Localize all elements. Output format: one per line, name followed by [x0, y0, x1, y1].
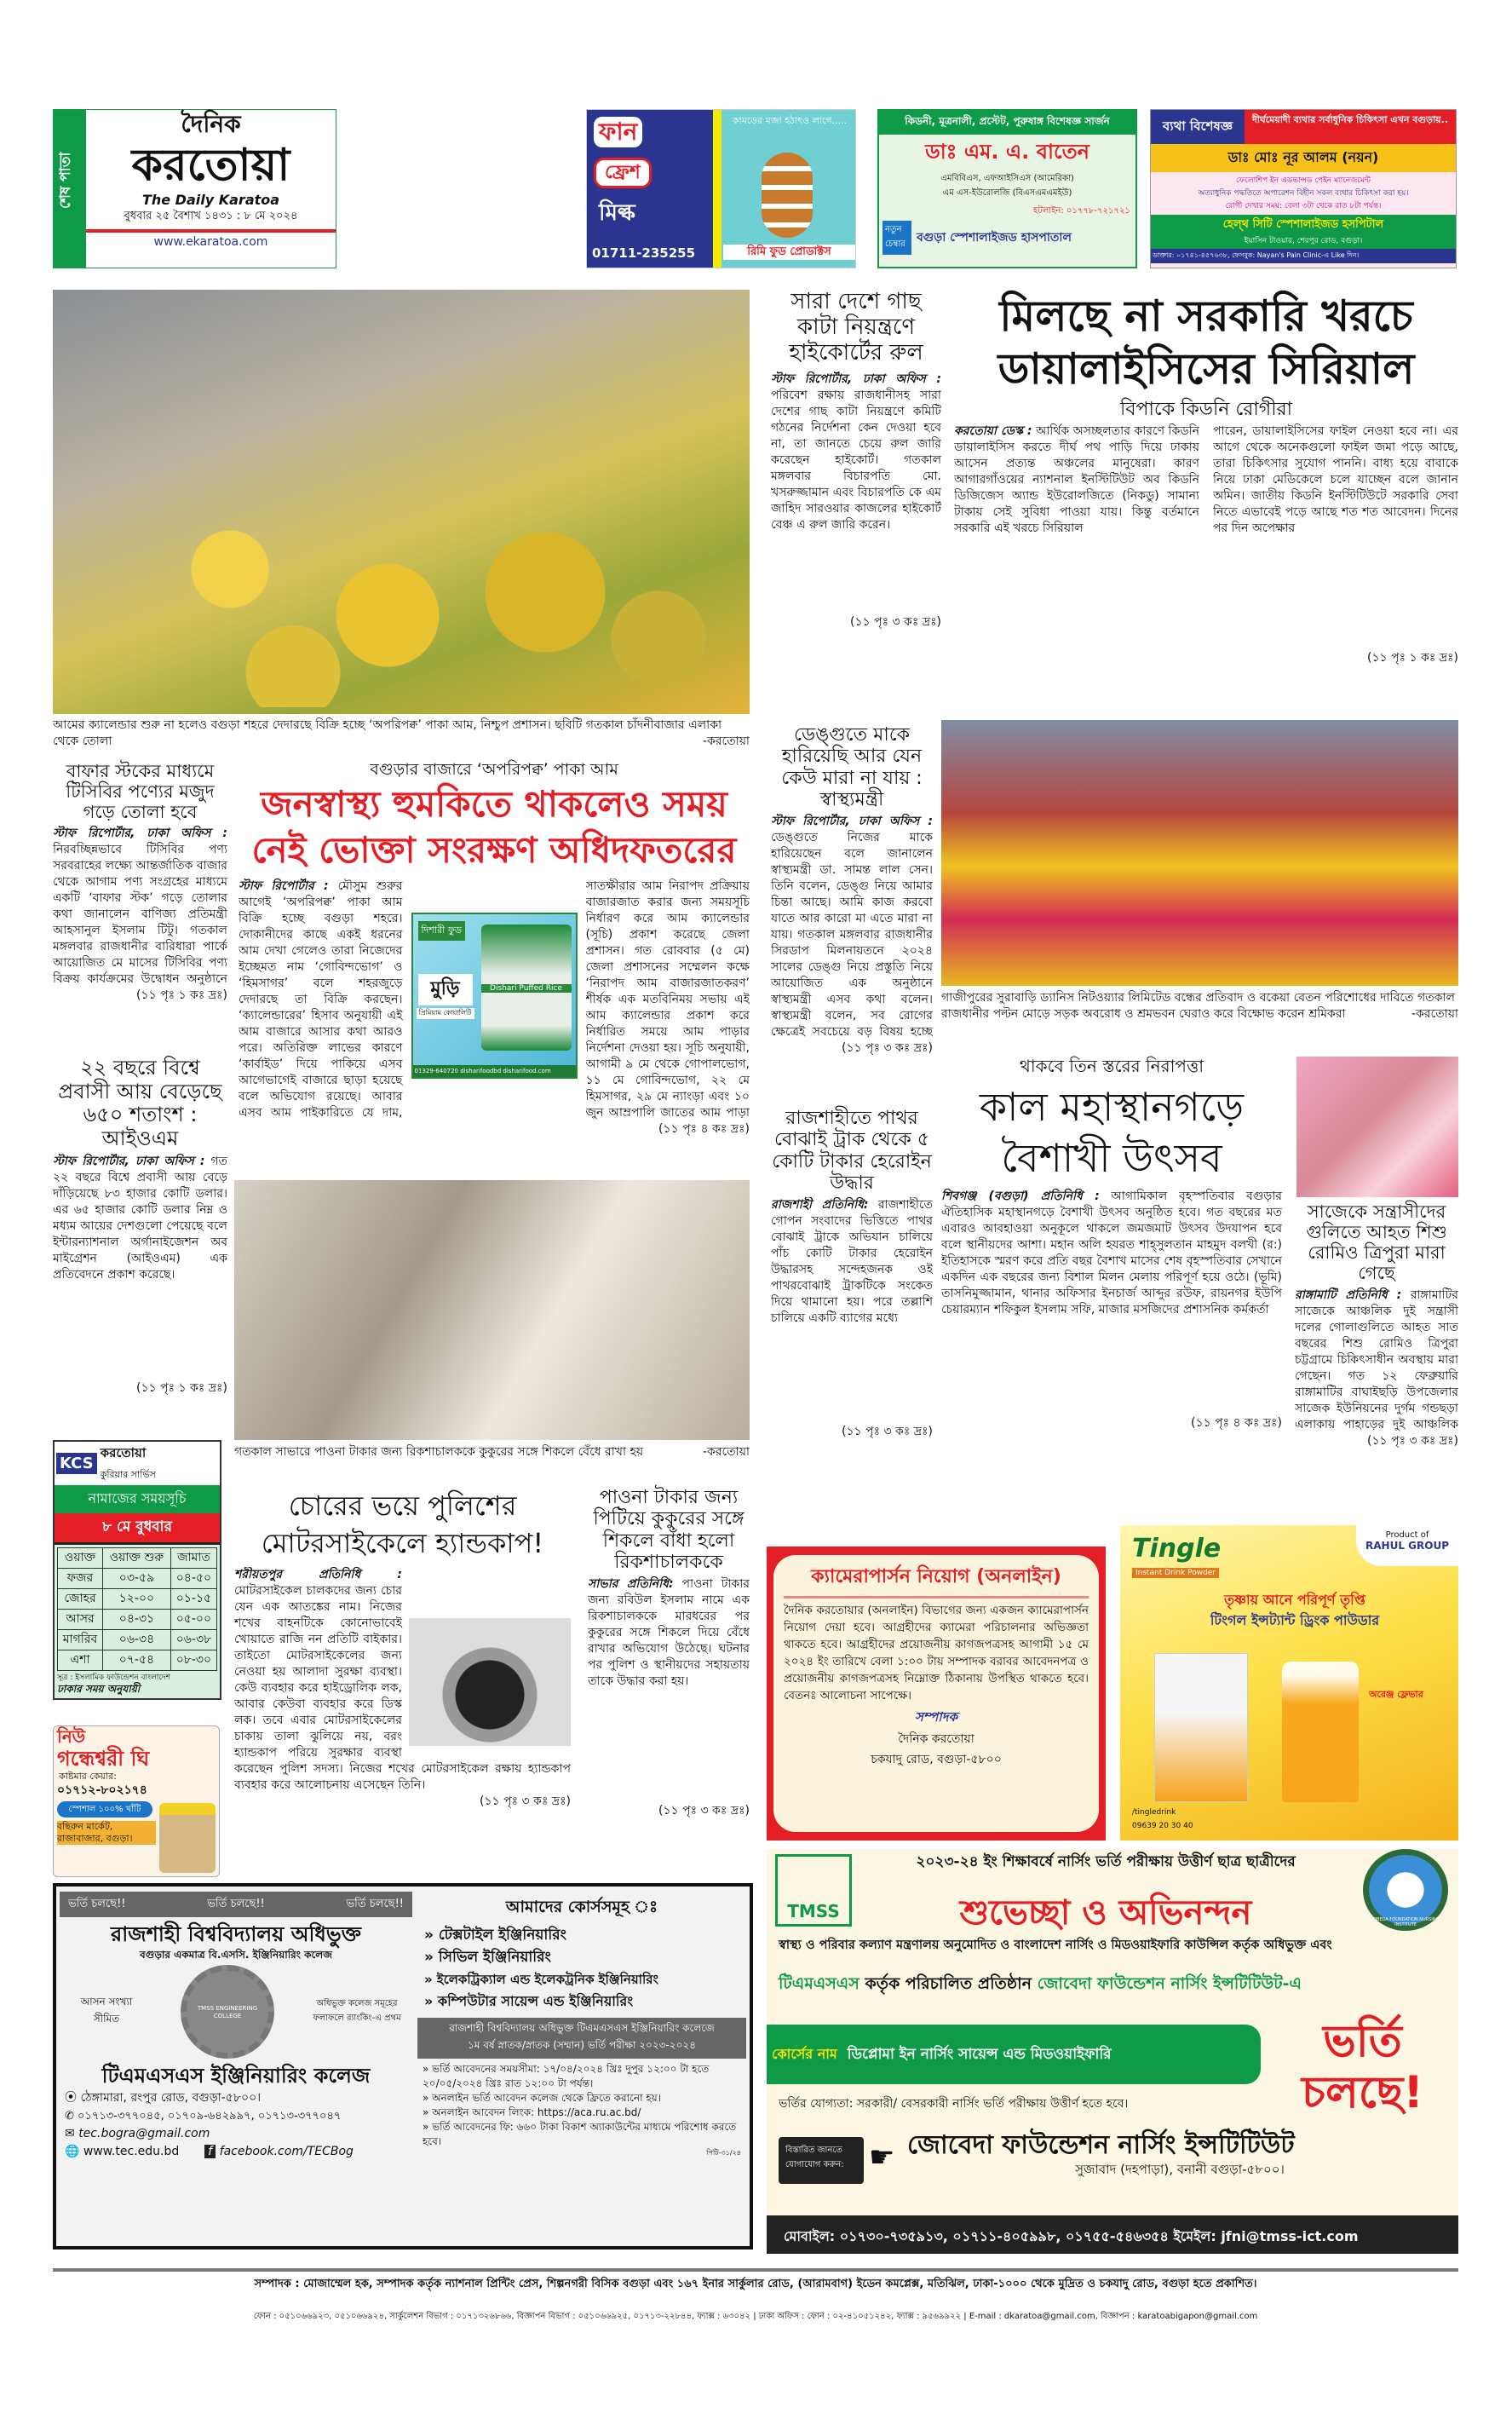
ad-address: চকযাদু রোড, বগুড়া-৫৮০০	[871, 1753, 1002, 1766]
ad-phone: 01711-235255	[592, 245, 696, 261]
courier-name: করতোয়া	[100, 1445, 147, 1460]
muri-ad	[411, 913, 578, 1079]
hospital-name: বগুড়া স্পেশালাইজড হাসপাতাল	[917, 231, 1072, 245]
prayer-date: ৮ মে বুধবার	[55, 1513, 220, 1545]
jump-line: (১১ পৃঃ ৩ কঃ দ্রঃ)	[842, 1041, 933, 1056]
doctor-name: ডাঃ এম. এ. বাতেন	[925, 140, 1089, 164]
courier-service: কুরিয়ার সার্ভিস	[100, 1469, 156, 1480]
masthead-logo	[53, 109, 336, 268]
admission-banner: ভর্তি চলছে!!	[207, 1897, 265, 1910]
festival-story: থাকবে তিন স্তরের নিরাপত্তা কাল মহাস্থানগড়ে বৈশাখী উৎসব শিবগঞ্জ (বগুড়া) প্রতিনিধি : আগামিকাল বৃহস্পতিবার বগুড়ার ঐতিহাসিক মহাস্থানগড়ে বৈশাখী উৎসব অনুষ্ঠিত হবে। গত বছরের মত এবারও আবহাওয়া অনুকূলে থাকলে জমজমাট উৎসব উদযাপন হবে বলে স্থানীয়দের আশা। মহান অলি হযরত শাহ্সুলতান মাহমুদ বলখী (র:) ইতিহাসকে স্মরণ করে প্রতি বছর বৈশাখ মাসের শেষ বৃহস্পতিবার সেখানে একদিন এক বছরের জন্য বিশাল মিলন মেলায় পরিপূর্ণ হয়ে ওঠে। (ভূমি) তাসনিমুজ্জামান, থানার অফিসার ইনচার্জ আব্দুর রউফ, রায়নগর ইউপি চেয়ারম্যান শফিকুল ইসলাম সফি, মাজার মসজিদের প্রশাসনিক কর্মকর্তা (১১ পৃঃ ৪ কঃ দ্রঃ)	[941, 1056, 1282, 1430]
tmss-logo: TMSS	[775, 1854, 852, 1927]
facebook-icon: f	[204, 2145, 216, 2158]
website-link[interactable]: www.ekaratoa.com	[153, 235, 268, 249]
affiliation: রাজশাহী বিশ্ববিদ্যালয় অধিভুক্ত	[111, 1922, 361, 1946]
doctor-name: ডাঃ মোঃ নূর আলম (নয়ন)	[1151, 144, 1456, 172]
ad-brand: Tingle	[1132, 1534, 1222, 1564]
jump-line: (১১ পৃঃ ৪ কঃ দ্রঃ)	[1191, 1416, 1282, 1430]
ad-brand: নিউ	[57, 1726, 86, 1747]
admission-banner: ভর্তি চলছে!!	[68, 1897, 126, 1910]
ad-hours: রোগী দেখার সময়: বেলা ৩টা থেকে রাত ৮টা পর্যন্ত।	[1225, 202, 1382, 210]
jump-line: (১১ পৃঃ ৩ কঃ দ্রঃ)	[480, 1794, 571, 1808]
tingle-box-image	[1154, 1653, 1248, 1802]
prayer-table: ওয়াক্ত ওয়াক্ত শুরু জামাত ফজর ০৩-৫৯ ০৪-৫০ জোহর ১২-০০ ০১-১৫ আসর ০৪-৩১ ০৫-০০ মাগরিব ০৬-৩৪ ০৬-৩৮ এশা ০৭-৫৪ ০৮-৩০	[57, 1547, 217, 1671]
ad-tagline: তৃষ্ণায় আনে পরিপূর্ণ তৃপ্তি	[1224, 1592, 1365, 1608]
course-item: » কম্পিউটার সায়েন্স এন্ড ইঞ্জিনিয়ারিং	[424, 1993, 634, 2009]
college-phones: ✆ ০১৭১৩-৩৭৭০৪৫, ০১৭০৯-৬৪২৯৯৭, ০১৭১৩-৩৭৭০৪৭	[65, 2110, 342, 2123]
ad-line: কর্তৃক পরিচালিত প্রতিষ্ঠান	[865, 1974, 1032, 1993]
doctor-degree: এমবিবিএস, এফআইসিএস (আমেরিকা)	[940, 174, 1074, 183]
care-label: কাষ্টমার কেয়ার:	[59, 1771, 117, 1782]
nursing-institute-seal: JOBEDA FOUNDATION NURSING INSTITUTE	[1363, 1849, 1448, 1931]
course-item: » ইলেকট্রিক্যাল এন্ড ইলেকট্রনিক ইঞ্জিনিয়ারিং	[424, 1972, 659, 1987]
ad-specialty: ব্যথা বিশেষজ্ঞ	[1151, 110, 1245, 144]
juice-jug-image	[1282, 1662, 1359, 1802]
ad-line: স্বাস্থ্য ও পরিবার কল্যাণ মন্ত্রণালয় অনুমোদিত ও বাংলাদেশ নার্সিং ও মিডওয়াইফারি কাউন্সিল কর্তৃক অধিভুক্ত এবং	[779, 1938, 1332, 1952]
ghee-ad	[53, 1725, 220, 1877]
contact-label: বিস্তারিত জানতে যোগাযোগ করুন:	[779, 2137, 864, 2184]
ad-banner: কিডনী, মূত্রনালী, প্রস্টেট, পুরুষাঙ্গ বিশেষজ্ঞ সার্জন	[879, 111, 1135, 135]
headline[interactable]: চোরের ভয়ে পুলিশের মোটরসাইকেলে হ্যান্ডকাপ!	[261, 1489, 544, 1559]
sajek-story: সাজেকে সন্ত্রাসীদের গুলিতে আহত শিশু রোমিও ত্রিপুরা মারা গেছে রাঙ্গামাটি প্রতিনিধি : রাঙ্গামাটির সাজেকে আঞ্চলিক দুই সন্ত্রাসী দলের গোলাগুলিতে আহত সাত বছরের শিশু রোমিও ত্রিপুরা চট্টগ্রামে চিকিৎসাধীন অবস্থায় মারা গেছেন। গত ১২ ফেব্রুয়ারি রাঙ্গামাটির বাঘাইছড়ি উপজেলার সাজেক ইউনিয়নের দুর্গম গন্ডছড়া এলাকায় পাহাড়ের দুই আঞ্চলিক (১১ পৃঃ ৩ কঃ দ্রঃ)	[1295, 1201, 1458, 1448]
course-name: ডিপ্লোমা ইন নার্সিং সায়েন্স এন্ড মিডওয়াইফারি	[847, 2046, 1112, 2063]
courses-title: আমাদের কোর্সসমূহ ঃ	[505, 1898, 658, 1916]
exam-info: ১ম বর্ষ স্নাতক/স্নাতক (সম্মান) ভর্তি পরীক্ষা ২০২৩-২০২৪	[468, 2039, 696, 2051]
institute-address: সুজাবাদ (দহপাড়া), বনানী বগুড়া-৫৮০০।	[1075, 2162, 1285, 2177]
ad-subbrand: Instant Drink Powder	[1132, 1568, 1219, 1578]
cameraperson-job-ad	[767, 1547, 1106, 1841]
table-row: এশা ০৭-৫৪ ০৮-৩০	[58, 1650, 217, 1671]
ad-code: পিটি-৩১/২৪	[706, 2149, 741, 2157]
jump-line: (১১ পৃঃ ৩ কঃ দ্রঃ)	[850, 614, 941, 629]
ad-contact: 01329-640720 disharifoodbd disharifood.com	[413, 1065, 576, 1077]
admission-banner: ভর্তি চলছে!!	[346, 1897, 404, 1910]
globe-icon: 🌐	[65, 2145, 83, 2158]
ad-signatory: সম্পাদক	[914, 1709, 957, 1725]
tmss-engineering-college-ad	[53, 1883, 753, 2250]
institute-name: জোবেদা ফাউন্ডেশন নার্সিং ইন্সটিটিউট	[907, 2130, 1295, 2160]
hospital-address: ইয়াসিন টাওয়ার, শেরপুর রোড, বগুড়া।	[1244, 237, 1363, 245]
kcs-logo: KCS	[56, 1453, 97, 1474]
rickshaw-photo-caption: গতকাল সাভারে পাওনা টাকার জন্য রিকশাচালককে কুকুরের সঙ্গে শিকলে বেঁধে রাখা হয় -করতোয়া	[234, 1445, 750, 1459]
protest-photo-caption: গাজীপুরের সুরাবাড়ি ড্যানিস নিটওয়্যার লিমিটেড বন্ধের প্রতিবাদ ও বকেয়া বেতন পরিশোধের দাবিতে গতকাল রাজধানীর পল্টন মোড়ে সড়ক অবরোধ ও শ্রমভবন ঘেরাও করে বিক্ষোভ করেন শ্রমিকরা -করতোয়া	[941, 991, 1458, 1021]
headline[interactable]: ২২ বছরে বিশ্বে প্রবাসী আয় বেড়েছে ৬৫০ শতাংশ : আইওএম	[58, 1056, 222, 1150]
mango-story: বগুড়ার বাজারে ‘অপরিপক্ব’ পাকা আম জনস্বাস্থ্য হুমকিতে থাকলেও সময় নেই ভোক্তা সংরক্ষণ অধিদফতরের স্টাফ রিপোর্টার : মৌসুম শুরুর আগেই ‘অপরিপক্ব’ পাকা আম বিক্রি হচ্ছে বগুড়া শহরে। দোকানীদের কাছে একই ধরনের আম দেখা গেলেও তারা নিজেদের ইচ্ছেমত নাম ‘গোবিন্দভোগ’ ও ‘হিমসাগর’ বলে শহরজুড়ে দেদারছে তা বিক্রি করছেন। ‘ক্যালেন্ডারের’ হিসাব অনুযায়ী এই আম বাজারে আসার কথা আরও পরে। অতিরিক্ত লাভের কারণে ‘কার্বাইড’ দিয়ে পাকিয়ে এসব আগেভাগেই বাজারে ছাড়া হয়েছে বলে অভিযোগ রয়েছে। আবার এসব আম পাইকারিতে যে দাম, দিশারী ফুড মুড়ি প্রিমিয়াম কোয়ালিটি Dishari Puffed Rice 01329-640720 disharifoodbd disharifood.com সাতক্ষীরার আম নিরাপদ প্রক্রিয়ায় বাজারজাত করার জন্য সময়সূচি নির্ধারণ করে আম ক্যালেন্ডার (সূচি) প্রকাশ করেছে জেলা প্রশাসন। গত রোববার (৫ মে) জেলা প্রশাসনের সম্মেলন কক্ষে ‘নিরাপদ আম বাজারজাতকরণ’ শীর্ষক এক মতবিনিময় সভায় এই আম ক্যালেন্ডার প্রকাশ করে নির্ধারিত সময়ে আম পাড়ার নির্দেশনা দেওয়া হয়। সূচি অনুযায়ী, আগামী ৯ মে থেকে গোপালভোগ, ১১ মে গোবিন্দভোগ, ২২ মে হিমসাগর, ২৯ মে ন্যাংড়া এবং ১০ জুন আম্রপালি জাতের আম পাড়া (১১ পৃঃ ৪ কঃ দ্রঃ)	[239, 760, 750, 1136]
ad-brand: দিশারী ফুড	[418, 921, 465, 941]
ad-intro: ২০২৩-২৪ ইং শিক্ষাবর্ষে নার্সিং ভর্তি পরীক্ষায় উত্তীর্ণ ছাত্র ছাত্রীদের	[916, 1853, 1296, 1870]
headline[interactable]: রাজশাহীতে পাথর বোঝাই ট্রাক থেকে ৫ কোটি টাকার হেরোইন উদ্ধার	[772, 1108, 932, 1194]
dengue-story: ডেঙ্গুতে মাকে হারিয়েছি আর যেন কেউ মারা না যায় : স্বাস্থ্যমন্ত্রী স্টাফ রিপোর্টার, ঢাকা অফিস : ডেঙ্গুতে নিজের মাকে হারিয়েছেন বলে জানালেন স্বাস্থ্যমন্ত্রী ডা. সামন্ত লাল সেন। তিনি বলেন, ডেঙ্গু নিয়ে আমার চিন্তা আছে। আমি কাজ করবো যাতে আর কারো মা এতে মারা না যায়। গতকাল মঙ্গলবার রাজধানীর সিরডাপ মিলনায়তনে ২০২৪ সালের ডেঙ্গু নিয়ে প্রস্তুতি নিয়ে আয়োজিত এক অনুষ্ঠানে স্বাস্থ্যমন্ত্রী এসব কথা বলেন। স্বাস্থ্যমন্ত্রী বলেন, সব রোগের ক্ষেত্রেই সবচেয়ে বড় বিষয় হচ্ছে (১১ পৃঃ ৩ কঃ দ্রঃ)	[771, 724, 933, 1056]
imprint-contacts: ফোন : ০৫১০৬৬৯২৩, ০৫১০৬৬৯২৪, সার্কুলেশন বিভাগ : ০১৭১৩২৬৮৬৬, বিজ্ঞাপন বিভাগ : ০৫১০৬৬৯২৫, ০১৭১৩-২২৮৪৪, ফ্যাক্স : ৬৩০৪২ | ঢাকা অফিস : ফোন : ০২-৪১০৫১২৪২, ফ্যাক্স : ৯৫৬৯৯২২ | E-mail : dkaratoa@gmail.com, বিজ্ঞাপন : karatoabigapon@gmail.com	[253, 2312, 1258, 2321]
ad-line: জোবেদা ফাউন্ডেশন নার্সিং ইন্সটিটিউট-এ	[1037, 1974, 1302, 1993]
facebook-handle: /tingledrink	[1132, 1808, 1176, 1817]
pointing-hand-icon: ☛	[869, 2140, 895, 2175]
college-seal: TMSS ENGINEERING COLLEGE	[181, 1965, 274, 2059]
headline[interactable]: ডেঙ্গুতে মাকে হারিয়েছি আর যেন কেউ মারা না যায় : স্বাস্থ্যমন্ত্রী	[781, 724, 923, 810]
ad-phone: 09639 20 30 40	[1132, 1822, 1193, 1830]
ad-line: অত্যাধুনিক পদ্ধতিতে অপারেশন বিহীন সকল ব্যথার চিকিৎসা করা হয়।	[1198, 189, 1409, 198]
ad-newspaper: দৈনিক করতোয়া	[898, 1732, 974, 1746]
exam-info: রাজশাহী বিশ্ববিদ্যালয় অধিভুক্ত টিএমএসএস ইঞ্জিনিয়ারিং কলেজে	[449, 2022, 715, 2034]
protest-photo	[941, 720, 1458, 986]
table-row: মাগরিব ০৬-৩৪ ০৬-৩৮	[58, 1630, 217, 1650]
child-photo	[1296, 1057, 1458, 1197]
college-facebook[interactable]: f facebook.com/TECBog	[204, 2143, 354, 2161]
ad-brand: ফান	[594, 117, 642, 147]
heroin-story: রাজশাহীতে পাথর বোঝাই ট্রাক থেকে ৫ কোটি টাকার হেরোইন উদ্ধার রাজশাহী প্রতিনিধি: রাজশাহীতে গোপন সংবাদের ভিত্তিতে পাথর বোঝাই ট্রাকে অভিযান চালিয়ে পাঁচ কোটি টাকার হেরোইন উদ্ধারসহ সন্দেহজনক ওই পাথরবোঝাই ট্রাকটিকে সংকেত দিয়ে থামানো হয়। পরে তল্লাশি চালিয়ে একটি ব্যাগের মধ্যে (১১ পৃঃ ৩ কঃ দ্রঃ)	[771, 1108, 933, 1439]
phone-icon: ✆	[65, 2110, 78, 2123]
motorcycle-handcuff-photo	[409, 1618, 571, 1746]
table-row: ফজর ০৩-৫৯ ০৪-৫০	[58, 1569, 217, 1589]
ad-phone: ০১৭১২-৮০২১৭৪	[57, 1783, 147, 1797]
lead-photo-caption: আমের ক্যালেন্ডার শুরু না হলেও বগুড়া শহরে দেদারছে বিক্রি হচ্ছে ‘অপরিপক্ব’ পাকা আম, নিশ্চুপ প্রশাসন। ছবিটি গতকাল চাঁদনীবাজার এলাকা থেকে তোলা -করতোয়া	[53, 718, 750, 748]
new-chamber-badge: নতুন চেম্বার	[882, 221, 911, 255]
ad-address: বছিরুন মার্কেট, রাজাবাজার, বগুড়া।	[57, 1821, 156, 1845]
ad-contact: ডাক্তার: ০১৭৪১-৪৫৭৬৩৮, ফেসবুক: Nayan's Pain Clinic-এ Like দিন।	[1151, 249, 1456, 263]
jump-line: (১১ পৃঃ ১ কঃ দ্রঃ)	[136, 988, 227, 1003]
jump-line: (১১ পৃঃ ১ কঃ দ্রঃ)	[136, 1381, 227, 1396]
ad-title: ক্যামেরাপার্সন নিয়োগ (অনলাইন)	[784, 1562, 1089, 1599]
info-item: » অনলাইন ভর্তি আবেদন কলেজ থেকে ফ্রিতে করানো হয়।	[423, 2092, 662, 2104]
flavor-label: অরেঞ্জ ফ্লেভার	[1369, 1689, 1423, 1700]
hospital-name: হেল্থ সিটি স্পেশালাইজড হসপিটাল	[1222, 218, 1384, 231]
maker-name: RAHUL GROUP	[1365, 1540, 1449, 1552]
ad-brand: ফ্রেশ	[594, 158, 652, 188]
course-item: » সিভিল ইঞ্জিনিয়ারিং	[424, 1949, 551, 1966]
course-label: কোর্সের নাম	[772, 2045, 837, 2062]
kicker: থাকবে তিন স্তরের নিরাপত্তা	[1019, 1056, 1204, 1076]
ad-body: দৈনিক করতোয়ার (অনলাইন) বিভাগের জন্য একজন ক্যামেরাপার্সন নিয়োগ দেয়া হবে। আগ্রহীদের ক্যামেরা পরিচালনার অভিজ্ঞতা থাকতে হবে। আগ্রহীদের প্রয়োজনীয় কাগজপত্রসহ আগামী ১৫ মে ২০২৪ ইং তারিখে বেলা ১:০০ টায় সম্পাদক বরাবর আবেদনপত্র ও প্রয়োজনীয় কাগজপত্রসহ নিম্নোক্ত ঠিকানায় উপস্থিত থাকতে হবে। বেতনঃ আলোচনা সাপেক্ষে।	[784, 1604, 1089, 1702]
info-item: » ভর্তি আবেদনের ফি: ৬৬০ টাকা বিকাশ অ্যাকাউন্টের মাধ্যমে পরিশোধ করতে হবে।	[423, 2121, 737, 2147]
jump-line: (১১ পৃঃ ৩ কঃ দ্রঃ)	[842, 1425, 933, 1439]
seats-label: আসন সংখ্যা	[80, 1996, 133, 2008]
section-label: শেষ পাতা	[54, 110, 86, 268]
ad-banner: দীর্ঘমেয়াদী ব্যথার সর্বাধুনিক চিকিৎসা এখন বগুড়ায়..	[1245, 110, 1456, 144]
info-item[interactable]: » অনলাইন আবেদন লিংক: https://aca.ru.ac.bd/	[423, 2106, 641, 2118]
maker-label: Product of	[1385, 1530, 1429, 1540]
rank-label: অধিভুক্ত কলেজ সমূহের	[316, 1999, 398, 2008]
headline[interactable]: সাজেকে সন্ত্রাসীদের গুলিতে আহত শিশু রোমিও ত্রিপুরা মারা গেছে	[1306, 1201, 1447, 1284]
logo-prefix: দৈনিক	[181, 110, 241, 138]
ad-brand: মিল্ক	[599, 200, 635, 226]
issue-date: বুধবার ২৫ বৈশাখ ১৪৩১ : ৮ মে ২০২৪	[124, 210, 298, 222]
table-row: জোহর ১২-০০ ০১-১৫	[58, 1589, 217, 1610]
jump-line: (১১ পৃঃ ৩ কঃ দ্রঃ)	[658, 1804, 750, 1818]
admission-open: ভর্তি চলছে!	[1302, 2016, 1423, 2118]
rickshaw-puller-photo	[234, 1180, 750, 1440]
prayer-times-box	[53, 1440, 221, 1700]
college-email[interactable]: ✉ tec.bogra@gmail.com	[65, 2127, 210, 2140]
ad-product: মুড়ি	[418, 974, 473, 1005]
college-tag: বগুড়ার একমাত্র বি.এসসি. ইঞ্জিনিয়ারিং কলেজ	[140, 1949, 332, 1961]
location-icon: ⦿	[65, 2091, 81, 2105]
mango-market-photo	[53, 290, 750, 714]
college-address: ⦿ ঠেঙ্গামারা, রংপুর রোড, বগুড়া-৫৮০০।	[65, 2091, 262, 2105]
headline[interactable]: বাফার স্টকের মাধ্যমে টিসিবির পণ্যের মজুদ গড়ে তোলা হবে	[66, 761, 215, 823]
muri-pack-image: Dishari Puffed Rice	[481, 925, 572, 1051]
ad-line: ফেলোশিপ ইন এডভান্সড পেইন ম্যানেজমেন্ট	[1236, 176, 1371, 185]
motorcycle-story: চোরের ভয়ে পুলিশের মোটরসাইকেলে হ্যান্ডকাপ! শরীয়তপুর প্রতিনিধি : মোটরসাইকেল চালকদের জন্য চোর যেন এক আতঙ্কের নাম। নিজের শখের বাহনটিকে কোনোভাবেই খোয়াতে রাজি নন প্রতিটি বাইকার। তাইতো মোটরসাইকেলের জন্য নেওয়া হয় আলাদা সুরক্ষা ব্যবস্থা। কেউ ব্যবহার করে হাইড্রোলিক লক, আবার কেউবা ব্যবহার করে ডিস্ক লক। তবে এবার মোটরসাইকেলের চাকায় তালা ঝুলিয়ে নয়, বরং হ্যান্ডকাপ পরিয়ে সুরক্ষার ব্যবস্থা করেছেন পুলিশ সদস্য। নিজের শখের মোটরসাইকেল রক্ষায় হ্যান্ডকাপ ব্যবহার করে আলোচনায় এসেছেন তিনি। (১১ পৃঃ ৩ কঃ দ্রঃ)	[234, 1487, 571, 1810]
remittance-story: ২২ বছরে বিশ্বে প্রবাসী আয় বেড়েছে ৬৫০ শতাংশ : আইওএম স্টাফ রিপোর্টার, ঢাকা অফিস : গত ২২ বছরে বিশ্বে প্রবাসী আয় বেড়ে দাঁড়িয়েছে ৮৩ হাজার কোটি ডলার। এর ৬৫ হাজার কোটি ডলার নিম্ন ও মধ্যম আয়ের দেশগুলো পেয়েছে বলে ইন্টারন্যাশনাল অর্গানাইজেশন অব মাইগ্রেশন (আইওএম) এক প্রতিবেদনে প্রকাশ করেছে। (১১ পৃঃ ১ কঃ দ্রঃ)	[53, 1056, 227, 1396]
seats-value: সীমিত	[93, 2013, 120, 2025]
doctor-degree: এম এস-ইউরোলজি (বিএসএমএমইউ)	[942, 188, 1072, 198]
purity-badge: স্পেশাল ১০০% খাঁটি	[57, 1801, 152, 1817]
ad-maker: রিমি ফুড প্রোডাক্টস	[723, 245, 855, 260]
kicker: বগুড়ার বাজারে ‘অপরিপক্ব’ পাকা আম	[370, 760, 618, 779]
doctor-ad-2	[1150, 109, 1457, 268]
college-name: টিএমএসএস ইঞ্জিনিয়ারিং কলেজ	[101, 2064, 371, 2088]
table-row: আসর ০৪-৩১ ০৫-০০	[58, 1610, 217, 1630]
mail-icon: ✉	[65, 2127, 79, 2140]
tingle-ad	[1120, 1525, 1458, 1841]
ad-tagline: কামড়ের মজা হঠাৎও লাগে.....	[732, 115, 848, 126]
eligibility: ভর্তির যোগ্যতা: সরকারী/ বেসরকারী নার্সিং ভর্তি পরীক্ষায় উত্তীর্ণ হতে হবে।	[779, 2097, 1129, 2111]
prayer-source: সূত্র : ইসলামিক ফাউন্ডেশন বাংলাদেশ	[57, 1673, 171, 1682]
contact-footer: মোবাইল: ০১৭৩০-৭৩৫৯১৩, ০১৭১১-৪০৫৯৯৮, ০১৭৫৫-৫৪৬৩৫৪ ইমেইল: jfni@tmss-ict.com	[767, 2215, 1458, 2254]
prayer-title: নামাজের সময়সূচি	[55, 1485, 220, 1513]
jump-line: (১১ পৃঃ ১ কঃ দ্রঃ)	[1367, 651, 1458, 665]
rickshaw-story: পাওনা টাকার জন্য পিটিয়ে কুকুরের সঙ্গে শিকলে বাঁধা হলো রিকশাচালককে সাভার প্রতিনিধি: পাওনা টাকার জন্য রবিউল ইসলাম নামে এক রিকশাচালককে মারধরের পর কুকুরের সঙ্গে শিকলে দিয়ে বেঁধে রাখার অভিযোগ উঠেছে। ঘটনার পর পুলিশ ও স্থানীয়দের সহায়তায় তাকে উদ্ধার করা হয়। (১১ পৃঃ ৩ কঃ দ্রঃ)	[588, 1487, 750, 1818]
rank-label: ফলাফলে র‍্যাংকিং-এ প্রথম	[313, 2013, 401, 2023]
ad-tagline: টিংগল ইন্সট্যান্ট ড্রিংক পাউডার	[1210, 1612, 1380, 1628]
hotline: হটলাইন: ০১৭৭৮-৭২১৭২১	[1033, 206, 1130, 216]
biscuit-image	[762, 153, 813, 238]
jump-line: (১১ পৃঃ ৩ কঃ দ্রঃ)	[1367, 1433, 1458, 1448]
prayer-note: ঢাকার সময় অনুযায়ী	[57, 1683, 141, 1695]
buffer-stock-story: বাফার স্টকের মাধ্যমে টিসিবির পণ্যের মজুদ গড়ে তোলা হবে স্টাফ রিপোর্টার, ঢাকা অফিস : নিরবচ্ছিন্নভাবে টিসিবির পণ্য সরবরাহের লক্ষ্যে আন্তর্জাতিক বাজার থেকে আগাম পণ্য সংগ্রহের মাধ্যমে একটি ‘বাফার স্টক’ গড়ে তোলার কথা জানালেন বাণিজ্য প্রতিমন্ত্রী আহসানুল ইসলাম টিটু। গতকাল মঙ্গলবার রাজধানীর বারিধারা পার্কে আয়োজিত মে মাসের টিসিবির পণ্য বিক্রয় কার্যক্রমের উদ্বোধন অনুষ্ঠানে (১১ পৃঃ ১ কঃ দ্রঃ)	[53, 761, 227, 1003]
milk-ad	[586, 109, 856, 268]
ad-line: টিএমএসএস	[779, 1974, 859, 1993]
dialysis-story: মিলছে না সরকারি খরচে ডায়ালাইসিসের সিরিয়াল বিপাকে কিডনি রোগীরা করতোয়া ডেস্ক : আর্থিক অসচ্ছলতার কারণে কিডনি ডায়ালাইসিস করতে দীর্ঘ পথ পাড়ি দিয়ে ঢাকায় আসেন প্রত্যন্ত অঞ্চলের মানুষেরা। কারণ আগারগাঁওয়ের ন্যাশনাল ইনস্টিটিউট অব কিডনি ডিজিজেস অ্যান্ড ইউরোলজিতে (নিকডু) সামান্য টাকায় সেই সুবিধা পাওয়া যায়। কিন্তু বর্তমানে সরকারি এই খরচে সিরিয়াল পারেন, ডায়ালাইসিসের ফাইল নেওয়া হবে না। এর আগে থেকে অনেকগুলো ফাইল জমা পড়ে আছে, তারা চিকিৎসার সুযোগ পাননি। বাধ্য হয়ে বাবাকে নিয়ে ঢাকা মেডিকেলে চলে যাচ্ছেন বলে জানান অমিন। জাতীয় কিডনি ইনস্টিটিউটে সরকারি সেবা নিতে এভাবেই পড়ে আছে শত শত আবেদন। দিনের পর দিন অপেক্ষার (১১ পৃঃ ১ কঃ দ্রঃ)	[954, 291, 1458, 665]
ghee-jar-image	[159, 1803, 216, 1873]
headline[interactable]: জনস্বাস্থ্য হুমকিতে থাকলেও সময় নেই ভোক্তা সংরক্ষণ অধিদফতরের	[251, 782, 737, 871]
ad-quality: প্রিমিয়াম কোয়ালিটি	[417, 1008, 474, 1019]
ad-greeting: শুভেচ্ছা ও অভিনন্দন	[959, 1893, 1252, 1933]
college-website[interactable]: 🌐 www.tec.edu.bd	[65, 2145, 180, 2158]
imprint-line: সম্পাদক : মোজাম্মেল হক, সম্পাদক কর্তৃক ন্যাশনাল প্রিন্টিং প্রেস, শিল্পনগরী বিসিক বগুড়া এবং ১৬৭ ইনার সার্কুলার রোড, (আরামবাগ) ইডেন কমপ্লেক্স, মতিঝিল, ঢাকা-১০০০ থেকে মুদ্রিত ও চকযাদু রোড, বগুড়া হতে প্রকাশিত।	[254, 2278, 1257, 2290]
headline[interactable]: পাওনা টাকার জন্য পিটিয়ে কুকুরের সঙ্গে শিকলে বাঁধা হলো রিকশাচালককে	[593, 1487, 745, 1573]
subheadline: বিপাকে কিডনি রোগীরা	[1120, 399, 1292, 420]
jump-line: (১১ পৃঃ ৪ কঃ দ্রঃ)	[658, 1121, 750, 1136]
course-item: » টেক্সটাইল ইঞ্জিনিয়ারিং	[424, 1927, 566, 1944]
lead-headline[interactable]: মিলছে না সরকারি খরচে ডায়ালাইসিসের সিরিয়াল	[997, 291, 1415, 394]
headline[interactable]: কাল মহাস্থানগড়ে বৈশাখী উৎসব	[979, 1084, 1245, 1181]
ad-brand: গন্ধেশ্বরী ঘি	[57, 1747, 150, 1771]
tree-story: সারা দেশে গাছ কাটা নিয়ন্ত্রণে হাইকোর্টের রুল স্টাফ রিপোর্টার, ঢাকা অফিস : পরিবেশ রক্ষায় রাজধানীসহ সারা দেশের গাছ কাটা নিয়ন্ত্রণে কমিটি গঠনের নির্দেশনা কেন দেওয়া হবে না, তা জানতে চেয়ে রুল জারি করেছেন হাইকোর্ট। গতকাল মঙ্গলবার বিচারপতি মো. খসরুজ্জামান এবং বিচারপতি কে এম জাহিদ সারওয়ার কাজলের হাইকোর্ট বেঞ্চ এ রুল জারি করেন। (১১ পৃঃ ৩ কঃ দ্রঃ)	[771, 289, 941, 629]
english-name: The Daily Karatoa	[141, 192, 280, 208]
nursing-institute-ad	[767, 1849, 1458, 2254]
info-item: » ভর্তি আবেদনের সময়সীমা: ১৭/০৪/২০২৪ খ্রিঃ দুপুর ১২:০০ টা হতে ২০/০৫/২০২৪ খ্রিঃ রাত ১২:০০ টা পর্যন্ত।	[423, 2063, 710, 2089]
doctor-ad-1	[877, 109, 1137, 268]
headline[interactable]: সারা দেশে গাছ কাটা নিয়ন্ত্রণে হাইকোর্টের রুল	[789, 289, 923, 366]
logo-title: করতোয়া	[131, 140, 290, 191]
